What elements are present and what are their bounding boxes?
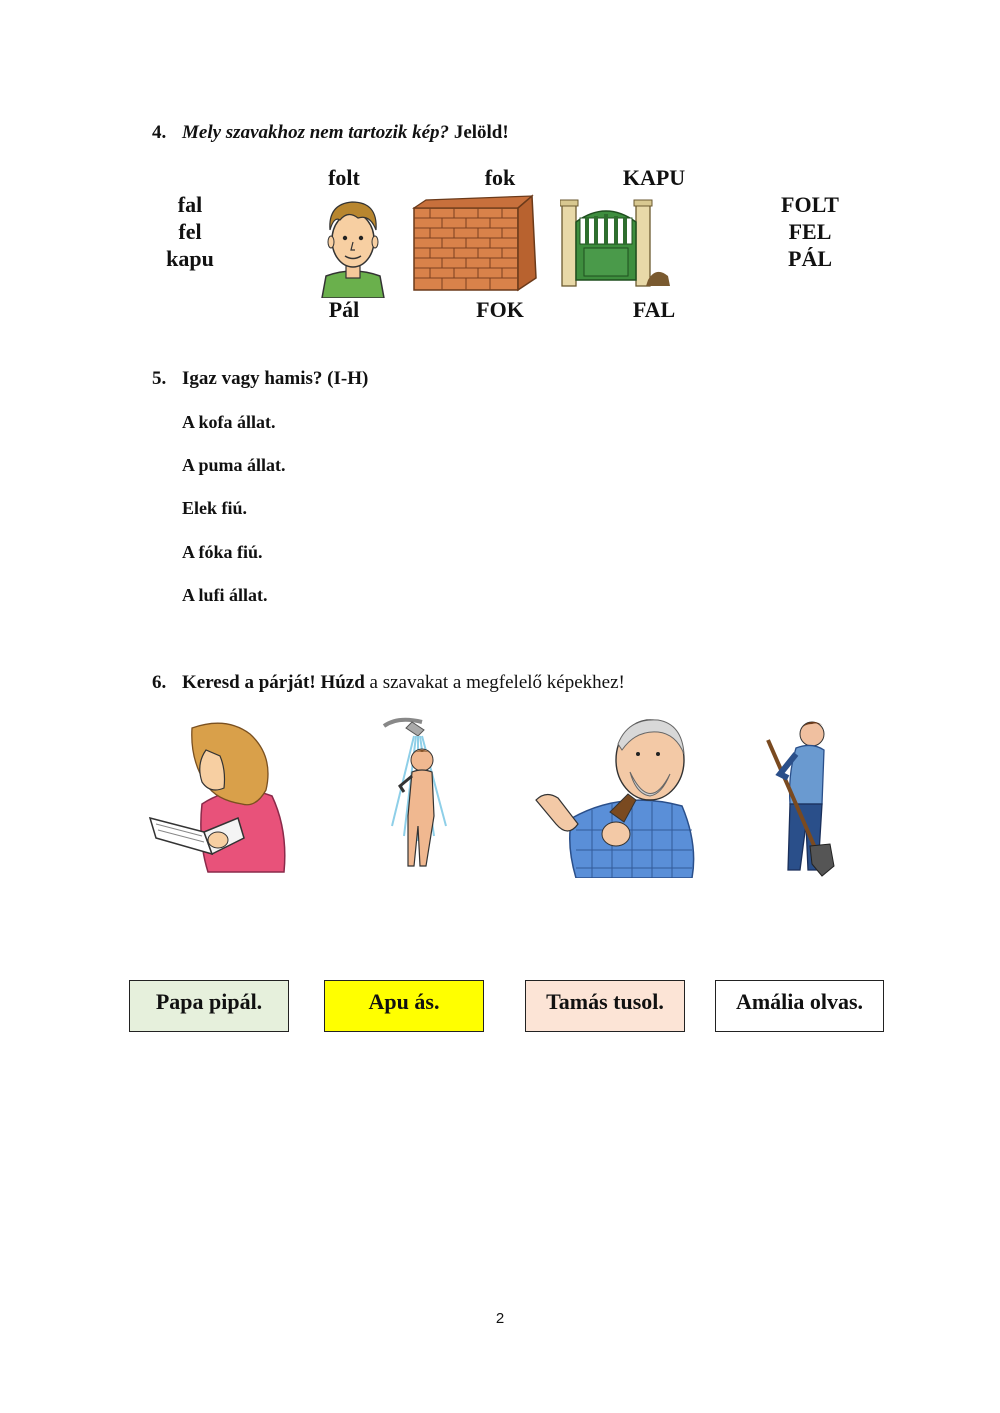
q6-prompt-bold1: Keresd a párját! — [182, 672, 316, 693]
brick-wall-image — [410, 194, 540, 294]
q6-box-papa-pipal[interactable]: Papa pipál. — [129, 980, 289, 1032]
green-gate-image — [560, 196, 672, 290]
q5-statement-2[interactable]: A puma állat. — [182, 455, 286, 475]
q6-heading — [152, 672, 625, 694]
q4-bottom-word-2[interactable]: FOK — [476, 297, 524, 322]
q6-prompt-bold2: Húzd — [320, 672, 365, 693]
q5-statement-5[interactable]: A lufi állat. — [182, 585, 268, 605]
boy-face-image — [318, 196, 388, 298]
q4-right-word-2[interactable]: FEL — [788, 219, 832, 244]
q4-heading — [152, 122, 509, 144]
q6-prompt-tail: a szavakat a megfelelő képekhez! — [369, 672, 625, 693]
q5-prompt: Igaz vagy hamis? (I-H) — [182, 368, 369, 389]
q5-statement-3[interactable]: Elek fiú. — [182, 498, 248, 518]
page-number: 2 — [495, 1310, 505, 1327]
q4-right-word-1[interactable]: FOLT — [781, 192, 839, 217]
q4-prompt-tail: Jelöld! — [453, 122, 509, 143]
q4-left-word-3[interactable]: kapu — [166, 246, 214, 271]
q4-top-word-2[interactable]: fok — [484, 165, 516, 190]
q6-box-tamas-tusol[interactable]: Tamás tusol. — [525, 980, 685, 1032]
woman-reading-image[interactable] — [146, 720, 292, 874]
q5-number: 5. — [152, 368, 167, 389]
q4-number: 4. — [152, 122, 167, 143]
q5-statement-1[interactable]: A kofa állat. — [182, 412, 276, 432]
q4-left-word-2[interactable]: fel — [178, 219, 202, 244]
q6-number: 6. — [152, 672, 167, 693]
q4-top-word-1[interactable]: folt — [328, 165, 360, 190]
q4-right-word-3[interactable]: PÁL — [788, 246, 832, 271]
q4-bottom-word-1[interactable]: Pál — [328, 297, 360, 322]
q5-heading — [152, 368, 368, 390]
q6-box-amalia-olvas[interactable]: Amália olvas. — [715, 980, 884, 1032]
man-digging-image[interactable] — [760, 714, 844, 878]
q4-left-word-1[interactable]: fal — [177, 192, 203, 217]
q5-statement-4[interactable]: A fóka fiú. — [182, 542, 263, 562]
grandpa-pipe-image[interactable] — [532, 714, 698, 878]
q6-box-apu-as[interactable]: Apu ás. — [324, 980, 484, 1032]
child-showering-image[interactable] — [378, 716, 458, 876]
q4-prompt-italic: Mely szavakhoz nem tartozik kép? — [182, 122, 450, 143]
q4-top-word-3[interactable]: KAPU — [622, 165, 686, 190]
q4-bottom-word-3[interactable]: FAL — [632, 297, 676, 322]
